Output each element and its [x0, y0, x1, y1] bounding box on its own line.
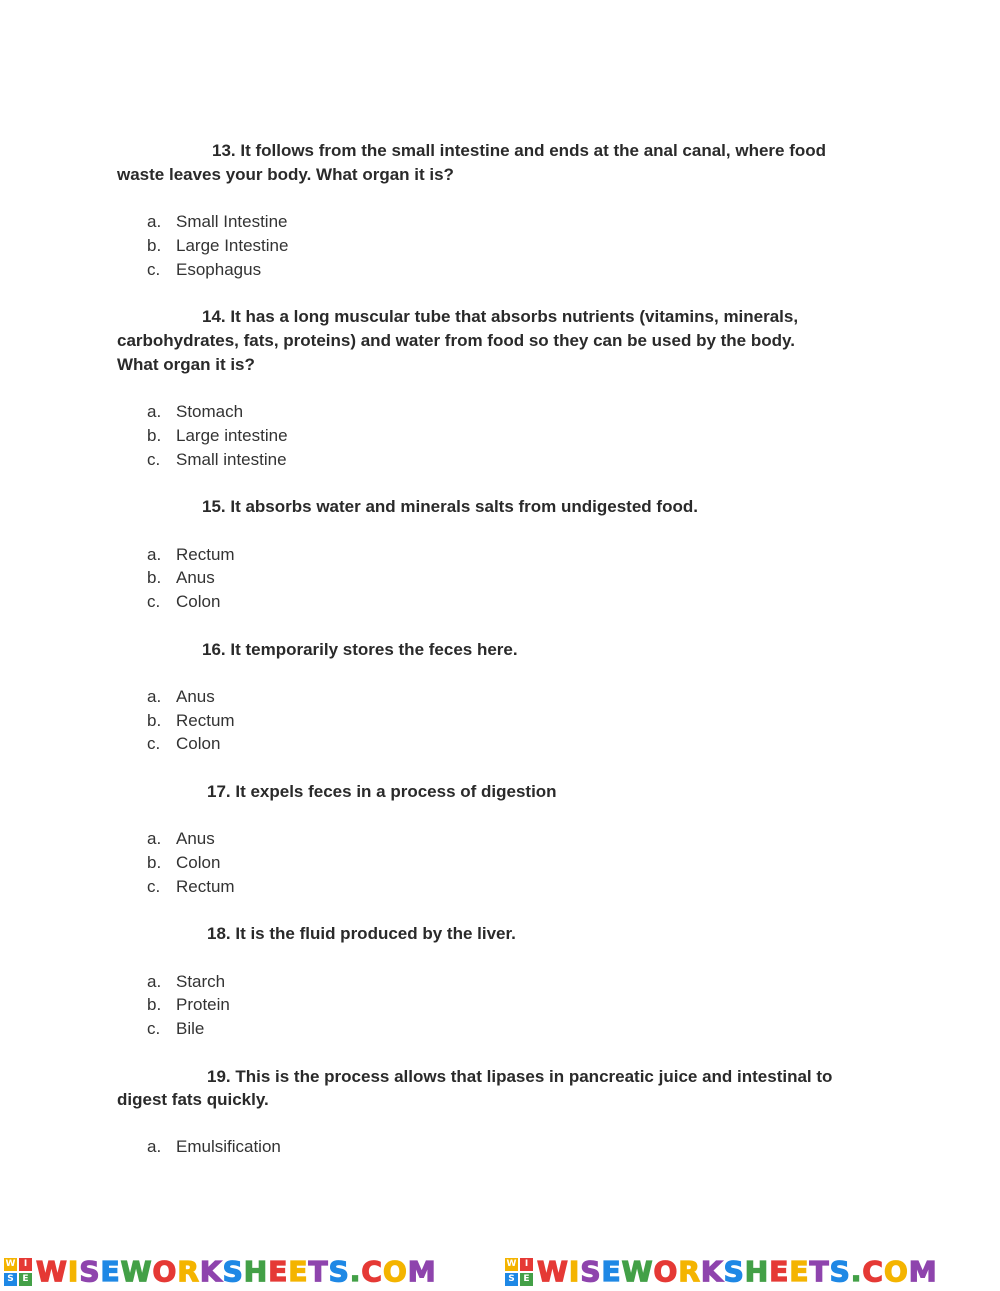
wordmark-letter: M [407, 1255, 437, 1288]
logo-cell: S [4, 1273, 17, 1286]
wordmark-letter: S [829, 1255, 851, 1288]
wordmark-letter: E [601, 1255, 622, 1288]
option-text: Anus [176, 568, 215, 587]
logo-cell: I [520, 1258, 533, 1271]
wordmark-letter: W [120, 1255, 153, 1288]
wordmark-letter: S [580, 1255, 602, 1288]
wordmark-letter: W [621, 1255, 654, 1288]
wordmark-letter: R [177, 1255, 200, 1288]
option-letter: b. [147, 711, 162, 730]
wordmark-letter: K [700, 1255, 724, 1288]
question-15-line-1: 15. It absorbs water and minerals salts from undigested food. [202, 497, 698, 516]
option-text: Emulsification [176, 1137, 281, 1156]
option-letter: a. [147, 687, 162, 706]
wordmark-letter: E [789, 1255, 810, 1288]
option-text: Stomach [176, 402, 244, 421]
wordmark-letter: C [862, 1255, 884, 1288]
option-letter: a. [147, 212, 162, 231]
footer-watermark [0, 1253, 1000, 1291]
option-text: Small Intestine [176, 212, 288, 231]
option-letter: c. [147, 260, 161, 279]
logo-cell: W [5, 1259, 16, 1269]
wordmark-letter: S [723, 1255, 745, 1288]
wordmark-letter: . [349, 1255, 362, 1288]
option-text: Esophagus [176, 260, 262, 279]
question-13-line-1: 13. It follows from the small intestine and ends at the anal canal, where food [212, 141, 827, 160]
wordmark-letter: R [678, 1255, 701, 1288]
option-text: Large intestine [176, 426, 288, 445]
wordmark-letter: T [308, 1255, 329, 1288]
option-letter: b. [147, 853, 162, 872]
option-text: Anus [176, 687, 215, 706]
option-letter: c. [147, 734, 161, 753]
option-text: Large Intestine [176, 236, 289, 255]
wordmark-letter: O [653, 1255, 679, 1288]
brand-logo [4, 1258, 32, 1286]
option-text: Colon [176, 853, 221, 872]
option-letter: b. [147, 236, 162, 255]
wordmark-letter: . [850, 1255, 863, 1288]
logo-cell: E [520, 1273, 533, 1286]
logo-cell: I [19, 1258, 32, 1271]
wordmark-letter: E [268, 1255, 289, 1288]
wordmark-letter: T [809, 1255, 830, 1288]
question-14-line-3: What organ it is? [117, 355, 255, 374]
option-text: Small intestine [176, 450, 287, 469]
option-text: Colon [176, 734, 221, 753]
wordmark-letter: H [243, 1255, 269, 1288]
option-text: Colon [176, 592, 221, 611]
question-13-line-2: waste leaves your body. What organ it is? [117, 165, 454, 184]
option-text: Rectum [176, 545, 235, 564]
option-letter: c. [147, 450, 161, 469]
option-letter: a. [147, 829, 162, 848]
option-text: Bile [176, 1019, 205, 1038]
logo-cell: E [19, 1273, 32, 1286]
question-14-line-1: 14. It has a long muscular tube that absorbs nutrients (vitamins, minerals, [202, 307, 799, 326]
wordmark-letter: C [361, 1255, 383, 1288]
option-text: Protein [176, 995, 230, 1014]
wordmark-letter: K [199, 1255, 223, 1288]
option-letter: c. [147, 1019, 161, 1038]
option-letter: c. [147, 877, 161, 896]
wordmark-letter: S [328, 1255, 350, 1288]
question-19-line-2: digest fats quickly. [117, 1090, 269, 1109]
question-17-line-1: 17. It expels feces in a process of digestion [207, 782, 557, 801]
option-text: Starch [176, 972, 226, 991]
brand-block-2 [505, 1256, 999, 1288]
option-text: Rectum [176, 711, 235, 730]
wordmark-letter: O [152, 1255, 178, 1288]
option-letter: a. [147, 545, 162, 564]
wordmark-letter: E [100, 1255, 121, 1288]
question-14-line-2: carbohydrates, fats, proteins) and water from food so they can be used by the body. [117, 331, 795, 350]
brand-wordmark [36, 1256, 437, 1288]
option-letter: b. [147, 995, 162, 1014]
wordmark-letter: W [36, 1255, 68, 1288]
question-18-line-1: 18. It is the fluid produced by the liver. [207, 924, 516, 943]
wordmark-letter: H [744, 1255, 770, 1288]
logo-cell: S [505, 1273, 518, 1286]
wordmark-letter: E [288, 1255, 309, 1288]
brand-block-1 [4, 1256, 498, 1288]
logo-cell: W [506, 1259, 517, 1269]
question-19-line-1: 19. This is the process allows that lipases in pancreatic juice and intestinal to [207, 1067, 833, 1086]
option-text: Anus [176, 829, 215, 848]
wordmark-letter: W [537, 1255, 569, 1288]
option-text: Rectum [176, 877, 235, 896]
wordmark-letter: O [883, 1255, 909, 1288]
option-letter: c. [147, 592, 161, 611]
wordmark-letter: S [222, 1255, 244, 1288]
wordmark-letter: M [908, 1255, 938, 1288]
option-letter: b. [147, 568, 162, 587]
brand-wordmark [537, 1256, 938, 1288]
option-letter: a. [147, 402, 162, 421]
question-16-line-1: 16. It temporarily stores the feces here. [202, 640, 518, 659]
option-letter: a. [147, 972, 162, 991]
option-letter: a. [147, 1137, 162, 1156]
option-letter: b. [147, 426, 162, 445]
wordmark-letter: O [382, 1255, 408, 1288]
wordmark-letter: S [79, 1255, 101, 1288]
wordmark-letter: E [769, 1255, 790, 1288]
wordmark-letter: I [67, 1255, 80, 1288]
brand-logo [505, 1258, 533, 1286]
wordmark-letter: I [568, 1255, 581, 1288]
